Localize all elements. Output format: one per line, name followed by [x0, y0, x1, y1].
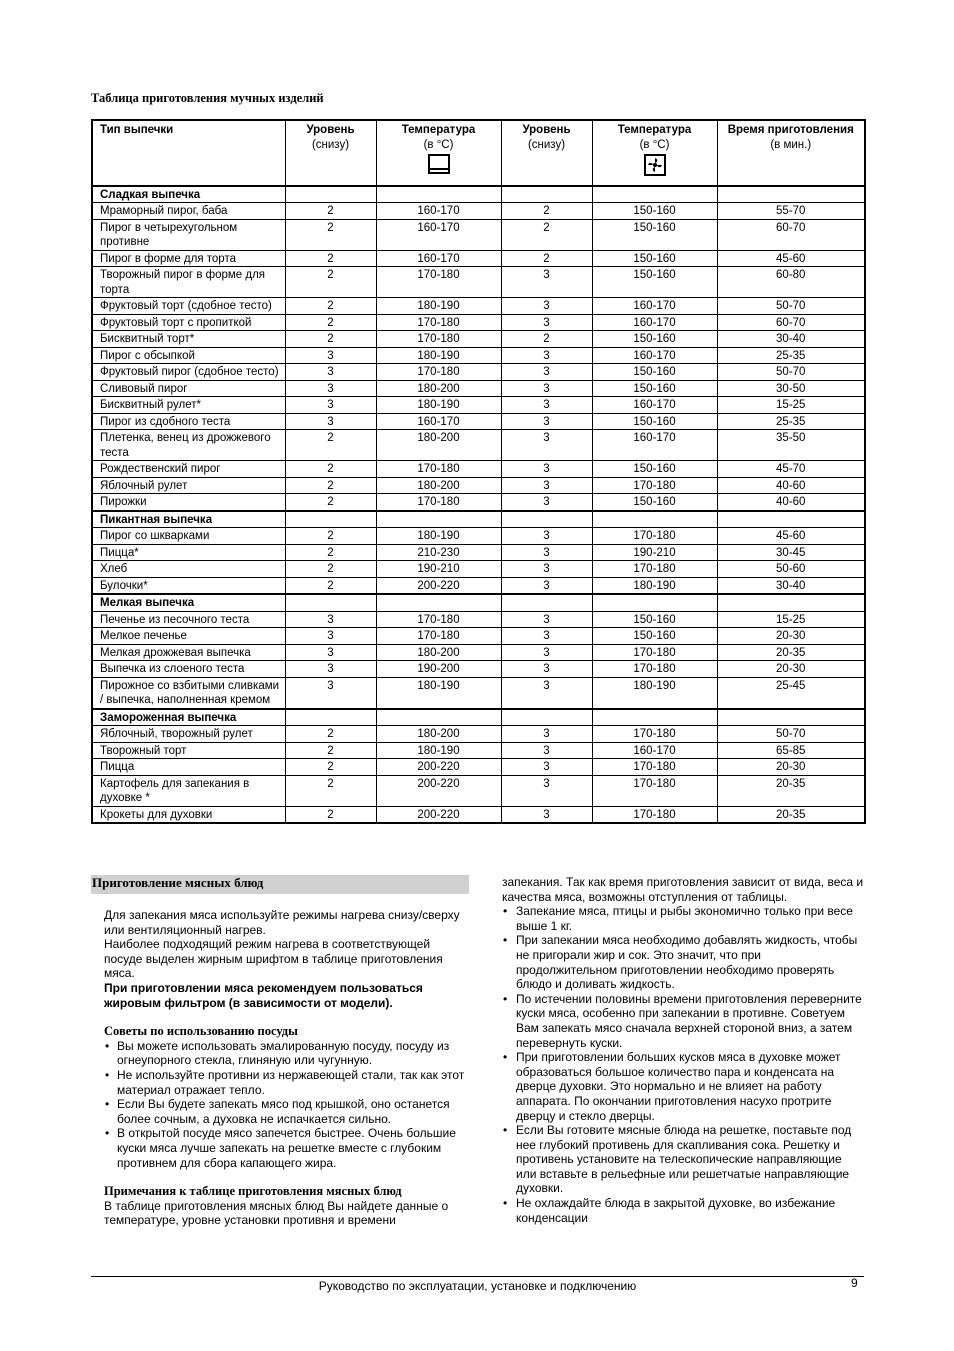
- list-item: • Запекание мяса, птицы и рыбы экономично только при весе выше 1 кг.: [502, 904, 864, 933]
- meat-section-left: [91, 875, 469, 1228]
- cell-level-2: 3: [501, 347, 592, 364]
- header-temp-1: Температура (в °C): [376, 120, 501, 186]
- cell-level-2: 3: [501, 628, 592, 645]
- cell-temp-2: 170-180: [592, 528, 717, 545]
- table-row: [92, 726, 865, 743]
- cell-temp-1: 190-200: [376, 661, 501, 678]
- table-row: [92, 528, 865, 545]
- empty-cell: [501, 709, 592, 726]
- cell-level-2: 3: [501, 742, 592, 759]
- cell-level-1: 2: [285, 461, 376, 478]
- table-row: [92, 461, 865, 478]
- cell-time: 20-35: [717, 775, 865, 806]
- list-item: • Вы можете использовать эмалированную посуду, посуду из огнеупорного стекла, глиняную или чугунную.: [104, 1039, 469, 1068]
- cell-level-2: 2: [501, 331, 592, 348]
- cell-level-2: 3: [501, 544, 592, 561]
- cell-type: Пицца*: [92, 544, 285, 561]
- cell-time: 55-70: [717, 203, 865, 220]
- table-row: [92, 413, 865, 430]
- cell-level-1: 2: [285, 759, 376, 776]
- list-item: • При приготовлении больших кусков мяса в духовке может образоваться большое количество пара и конденсата на дверце духовки. Это нормально и не влияет на работу аппарата. По окончании приготовления насухо протрите дверцу и стекло дверцы.: [502, 1050, 864, 1123]
- cell-type: Выпечка из слоеного теста: [92, 661, 285, 678]
- cell-type: Мелкая дрожжевая выпечка: [92, 644, 285, 661]
- list-item: • Не используйте противни из нержавеющей стали, так как этот материал отражает тепло.: [104, 1068, 469, 1097]
- cell-temp-2: 170-180: [592, 661, 717, 678]
- cell-level-2: 3: [501, 759, 592, 776]
- cell-temp-1: 210-230: [376, 544, 501, 561]
- cell-temp-1: 170-180: [376, 331, 501, 348]
- cell-temp-2: 190-210: [592, 544, 717, 561]
- cell-temp-1: 200-220: [376, 759, 501, 776]
- cell-temp-2: 150-160: [592, 364, 717, 381]
- empty-cell: [376, 186, 501, 203]
- table-row: [92, 775, 865, 806]
- table-row: [92, 219, 865, 250]
- empty-cell: [592, 594, 717, 611]
- cell-level-2: 3: [501, 528, 592, 545]
- empty-cell: [592, 186, 717, 203]
- empty-cell: [285, 186, 376, 203]
- list-item: • Не охлаждайте блюда в закрытой духовке, во избежание конденсации: [502, 1196, 864, 1225]
- cell-temp-2: 150-160: [592, 219, 717, 250]
- cell-level-2: 3: [501, 806, 592, 823]
- cell-temp-2: 150-160: [592, 267, 717, 298]
- footer-divider: [91, 1276, 864, 1277]
- cell-time: 45-60: [717, 250, 865, 267]
- cell-level-1: 3: [285, 661, 376, 678]
- empty-cell: [285, 511, 376, 528]
- empty-cell: [501, 186, 592, 203]
- cell-time: 65-85: [717, 742, 865, 759]
- cell-level-2: 3: [501, 677, 592, 709]
- notes-text: В таблице приготовления мясных блюд Вы найдете данные о температуре, уровне установки противня и времени: [104, 1198, 449, 1228]
- fan-heat-icon: [644, 154, 666, 176]
- cell-type: Пирог из сдобного теста: [92, 413, 285, 430]
- cell-temp-1: 200-220: [376, 775, 501, 806]
- list-item: • Если Вы будете запекать мясо под крышкой, оно останется более сочным, а духовка не испачкается сильно.: [104, 1097, 469, 1126]
- table-row: [92, 380, 865, 397]
- cell-level-1: 2: [285, 577, 376, 594]
- meat-intro-bold: При приготовлении мяса рекомендуем пользоваться жировым фильтром (в зависимости от модели).: [104, 980, 423, 1010]
- cell-level-1: 3: [285, 628, 376, 645]
- category-label: Мелкая выпечка: [92, 594, 285, 611]
- table-row: [92, 561, 865, 578]
- cell-temp-2: 160-170: [592, 430, 717, 461]
- cell-type: Фруктовый торт (сдобное тесто): [92, 298, 285, 315]
- cell-level-1: 3: [285, 347, 376, 364]
- cell-time: 30-40: [717, 331, 865, 348]
- cell-temp-1: 170-180: [376, 314, 501, 331]
- cell-temp-2: 180-190: [592, 577, 717, 594]
- cell-time: 60-70: [717, 314, 865, 331]
- cell-level-2: 2: [501, 219, 592, 250]
- cell-level-2: 3: [501, 661, 592, 678]
- table-row: [92, 397, 865, 414]
- cell-temp-2: 170-180: [592, 561, 717, 578]
- cell-level-1: 2: [285, 806, 376, 823]
- empty-cell: [285, 594, 376, 611]
- cell-temp-1: 170-180: [376, 364, 501, 381]
- cell-time: 60-80: [717, 267, 865, 298]
- cell-temp-2: 170-180: [592, 759, 717, 776]
- table-row: [92, 742, 865, 759]
- cell-temp-2: 170-180: [592, 477, 717, 494]
- cell-level-1: 2: [285, 528, 376, 545]
- cell-temp-1: 180-200: [376, 477, 501, 494]
- table-category-row: [92, 594, 865, 611]
- cell-type: Пирог в четырехугольном противне: [92, 219, 285, 250]
- empty-cell: [592, 511, 717, 528]
- empty-cell: [717, 594, 865, 611]
- cell-type: Яблочный, творожный рулет: [92, 726, 285, 743]
- cell-temp-2: 170-180: [592, 644, 717, 661]
- cell-level-1: 2: [285, 430, 376, 461]
- empty-cell: [717, 511, 865, 528]
- empty-cell: [501, 594, 592, 611]
- cell-level-2: 3: [501, 267, 592, 298]
- table-row: [92, 677, 865, 709]
- cell-level-1: 2: [285, 314, 376, 331]
- cell-level-2: 3: [501, 364, 592, 381]
- cell-level-1: 2: [285, 250, 376, 267]
- table-category-row: [92, 511, 865, 528]
- cell-temp-2: 150-160: [592, 380, 717, 397]
- cell-level-1: 2: [285, 561, 376, 578]
- cell-level-2: 3: [501, 494, 592, 511]
- cell-temp-2: 160-170: [592, 298, 717, 315]
- empty-cell: [717, 186, 865, 203]
- cell-level-1: 2: [285, 775, 376, 806]
- table-row: [92, 298, 865, 315]
- page-title: Таблица приготовления мучных изделий: [91, 91, 324, 105]
- cell-level-1: 3: [285, 644, 376, 661]
- cell-level-1: 2: [285, 494, 376, 511]
- cell-type: Хлеб: [92, 561, 285, 578]
- cell-temp-1: 190-210: [376, 561, 501, 578]
- table-row: [92, 611, 865, 628]
- cell-temp-1: 170-180: [376, 611, 501, 628]
- cell-level-2: 3: [501, 561, 592, 578]
- cell-temp-2: 150-160: [592, 413, 717, 430]
- cell-level-2: 3: [501, 413, 592, 430]
- cell-type: Фруктовый пирог (сдобное тесто): [92, 364, 285, 381]
- cell-temp-1: 200-220: [376, 806, 501, 823]
- cell-temp-2: 180-190: [592, 677, 717, 709]
- cell-temp-2: 160-170: [592, 742, 717, 759]
- cell-time: 50-60: [717, 561, 865, 578]
- cell-level-2: 3: [501, 397, 592, 414]
- cell-time: 20-35: [717, 644, 865, 661]
- cell-type: Пирог со шкварками: [92, 528, 285, 545]
- cell-temp-1: 180-200: [376, 726, 501, 743]
- cell-time: 60-70: [717, 219, 865, 250]
- table-row: [92, 759, 865, 776]
- header-level-2: Уровень (снизу): [501, 120, 592, 186]
- cell-type: Пицца: [92, 759, 285, 776]
- table-body: [92, 186, 865, 824]
- table-row: [92, 267, 865, 298]
- cell-level-1: 2: [285, 331, 376, 348]
- cell-type: Яблочный рулет: [92, 477, 285, 494]
- cell-temp-1: 180-200: [376, 380, 501, 397]
- table-row: [92, 314, 865, 331]
- cell-time: 15-25: [717, 611, 865, 628]
- cell-level-1: 2: [285, 267, 376, 298]
- cell-type: Плетенка, венец из дрожжевого теста: [92, 430, 285, 461]
- cell-temp-1: 160-170: [376, 203, 501, 220]
- cell-level-2: 3: [501, 461, 592, 478]
- cell-level-1: 2: [285, 219, 376, 250]
- cell-level-1: 2: [285, 726, 376, 743]
- cell-time: 30-50: [717, 380, 865, 397]
- table-category-row: [92, 709, 865, 726]
- cell-time: 20-30: [717, 661, 865, 678]
- empty-cell: [376, 709, 501, 726]
- cell-type: Фруктовый торт с пропиткой: [92, 314, 285, 331]
- header-level-1: Уровень (снизу): [285, 120, 376, 186]
- empty-cell: [285, 709, 376, 726]
- cell-time: 45-70: [717, 461, 865, 478]
- cell-temp-1: 200-220: [376, 577, 501, 594]
- cell-temp-2: 150-160: [592, 628, 717, 645]
- table-row: [92, 250, 865, 267]
- cell-level-2: 3: [501, 577, 592, 594]
- cell-time: 50-70: [717, 364, 865, 381]
- table-category-row: [92, 186, 865, 203]
- cell-type: Творожный торт: [92, 742, 285, 759]
- cell-level-2: 3: [501, 380, 592, 397]
- table-row: [92, 628, 865, 645]
- table-row: [92, 364, 865, 381]
- list-item: • При запекании мяса необходимо добавлять жидкость, чтобы не пригорали жир и сок. Это значит, что при продолжительном приготовлении необходимо проверять блюдо и доливать жидкость.: [502, 933, 864, 991]
- cell-temp-2: 160-170: [592, 397, 717, 414]
- cell-level-2: 3: [501, 314, 592, 331]
- cell-temp-1: 180-190: [376, 742, 501, 759]
- list-item: • Если Вы готовите мясные блюда на решетке, поставьте под нее глубокий противень для скапливания сока. Решетку и противень установите на телескопические направляющие или вставьте в рельефные или решетчатые направляющие духовки.: [502, 1123, 864, 1196]
- cell-time: 40-60: [717, 494, 865, 511]
- cell-temp-1: 170-180: [376, 628, 501, 645]
- cell-level-2: 2: [501, 250, 592, 267]
- meat-intro-2: Наиболее подходящий режим нагрева в соответствующей посуде выделен жирным шрифтом в таблице приготовления мяса.: [104, 937, 443, 981]
- right-bullet-list: [502, 904, 864, 1225]
- category-label: Сладкая выпечка: [92, 186, 285, 203]
- cell-time: 25-35: [717, 413, 865, 430]
- cell-temp-1: 180-190: [376, 677, 501, 709]
- cell-time: 30-40: [717, 577, 865, 594]
- cell-time: 20-30: [717, 759, 865, 776]
- tips-title: Советы по использованию посуды: [104, 1024, 298, 1039]
- table-header-row: [92, 120, 865, 186]
- cell-type: Бисквитный рулет*: [92, 397, 285, 414]
- table-row: [92, 577, 865, 594]
- cell-temp-1: 180-190: [376, 397, 501, 414]
- cell-type: Пирог в форме для торта: [92, 250, 285, 267]
- cell-temp-1: 170-180: [376, 494, 501, 511]
- cell-temp-2: 160-170: [592, 347, 717, 364]
- cell-level-2: 3: [501, 298, 592, 315]
- meat-section-right: [502, 875, 864, 1225]
- table-row: [92, 347, 865, 364]
- empty-cell: [376, 594, 501, 611]
- cell-level-2: 3: [501, 726, 592, 743]
- cell-temp-1: 170-180: [376, 461, 501, 478]
- baking-table: [91, 119, 866, 824]
- category-label: Пикантная выпечка: [92, 511, 285, 528]
- tips-list: [104, 1039, 469, 1170]
- cell-temp-1: 170-180: [376, 267, 501, 298]
- table-row: [92, 430, 865, 461]
- cell-type: Мраморный пирог, баба: [92, 203, 285, 220]
- cell-temp-1: 160-170: [376, 250, 501, 267]
- cell-level-2: 2: [501, 203, 592, 220]
- cell-level-1: 3: [285, 413, 376, 430]
- top-bottom-heat-icon: [428, 154, 450, 174]
- page-number: 9: [851, 1276, 858, 1290]
- table-row: [92, 806, 865, 823]
- cell-type: Пирожное со взбитыми сливками / выпечка, наполненная кремом: [92, 677, 285, 709]
- cell-type: Пирожки: [92, 494, 285, 511]
- notes-title: Примечания к таблице приготовления мясных блюд: [104, 1184, 402, 1199]
- cell-level-2: 3: [501, 477, 592, 494]
- cell-type: Печенье из песочного теста: [92, 611, 285, 628]
- cell-temp-2: 150-160: [592, 250, 717, 267]
- cell-time: 40-60: [717, 477, 865, 494]
- empty-cell: [717, 709, 865, 726]
- cell-type: Крокеты для духовки: [92, 806, 285, 823]
- cell-time: 15-25: [717, 397, 865, 414]
- header-type: Тип выпечки: [92, 120, 285, 186]
- table-row: [92, 203, 865, 220]
- table-row: [92, 477, 865, 494]
- cell-time: 35-50: [717, 430, 865, 461]
- cell-temp-2: 150-160: [592, 203, 717, 220]
- empty-cell: [501, 511, 592, 528]
- cell-temp-1: 160-170: [376, 219, 501, 250]
- cell-level-1: 3: [285, 611, 376, 628]
- table-row: [92, 544, 865, 561]
- cell-level-1: 2: [285, 298, 376, 315]
- right-continuation: запекания. Так как время приготовления зависит от вида, веса и качества мяса, возможны отступления от таблицы.: [502, 875, 864, 904]
- cell-type: Картофель для запекания в духовке *: [92, 775, 285, 806]
- cell-time: 20-35: [717, 806, 865, 823]
- cell-type: Бисквитный торт*: [92, 331, 285, 348]
- cell-level-2: 3: [501, 430, 592, 461]
- cell-type: Рождественский пирог: [92, 461, 285, 478]
- cell-temp-2: 160-170: [592, 314, 717, 331]
- header-time: Время приготовления (в мин.): [717, 120, 865, 186]
- cell-level-1: 2: [285, 203, 376, 220]
- cell-level-2: 3: [501, 644, 592, 661]
- cell-type: Творожный пирог в форме для торта: [92, 267, 285, 298]
- cell-temp-1: 180-190: [376, 298, 501, 315]
- cell-time: 25-35: [717, 347, 865, 364]
- cell-time: 30-45: [717, 544, 865, 561]
- cell-time: 50-70: [717, 298, 865, 315]
- cell-level-1: 2: [285, 544, 376, 561]
- cell-temp-1: 180-200: [376, 644, 501, 661]
- cell-temp-1: 180-190: [376, 528, 501, 545]
- list-item: • В открытой посуде мясо запечется быстрее. Очень большие куски мяса лучше запекать на решетке вместе с глубоким противнем для сбора капающего жира.: [104, 1126, 469, 1170]
- cell-level-1: 3: [285, 397, 376, 414]
- cell-temp-2: 170-180: [592, 775, 717, 806]
- meat-intro-1: Для запекания мяса используйте режимы нагрева снизу/сверху или вентиляционный нагрев.: [104, 908, 460, 937]
- empty-cell: [592, 709, 717, 726]
- cell-time: 45-60: [717, 528, 865, 545]
- cell-temp-2: 170-180: [592, 806, 717, 823]
- cell-temp-2: 150-160: [592, 331, 717, 348]
- cell-type: Пирог с обсыпкой: [92, 347, 285, 364]
- table-row: [92, 331, 865, 348]
- table-row: [92, 494, 865, 511]
- cell-temp-1: 180-190: [376, 347, 501, 364]
- list-item: • По истечении половины времени приготовления переверните куски мяса, особенно при запекании в противне. Советуем Вам запекать мясо сначала верхней стороной вниз, а затем перевернуть куски.: [502, 992, 864, 1050]
- cell-temp-2: 150-160: [592, 461, 717, 478]
- cell-time: 50-70: [717, 726, 865, 743]
- cell-type: Булочки*: [92, 577, 285, 594]
- cell-level-1: 3: [285, 677, 376, 709]
- category-label: Замороженная выпечка: [92, 709, 285, 726]
- footer-text: Руководство по эксплуатации, установке и подключению: [318, 1279, 637, 1293]
- cell-type: Сливовый пирог: [92, 380, 285, 397]
- empty-cell: [376, 511, 501, 528]
- cell-level-1: 2: [285, 742, 376, 759]
- cell-level-2: 3: [501, 611, 592, 628]
- table-row: [92, 644, 865, 661]
- cell-level-1: 3: [285, 364, 376, 381]
- cell-type: Мелкое печенье: [92, 628, 285, 645]
- cell-temp-2: 150-160: [592, 611, 717, 628]
- cell-time: 20-30: [717, 628, 865, 645]
- cell-level-1: 2: [285, 477, 376, 494]
- cell-temp-1: 160-170: [376, 413, 501, 430]
- meat-section-title: Приготовление мясных блюд: [91, 875, 469, 894]
- cell-time: 25-45: [717, 677, 865, 709]
- cell-temp-2: 150-160: [592, 494, 717, 511]
- cell-temp-2: 170-180: [592, 726, 717, 743]
- table-row: [92, 661, 865, 678]
- cell-level-2: 3: [501, 775, 592, 806]
- cell-level-1: 3: [285, 380, 376, 397]
- cell-temp-1: 180-200: [376, 430, 501, 461]
- header-temp-2: Температура (в °C): [592, 120, 717, 186]
